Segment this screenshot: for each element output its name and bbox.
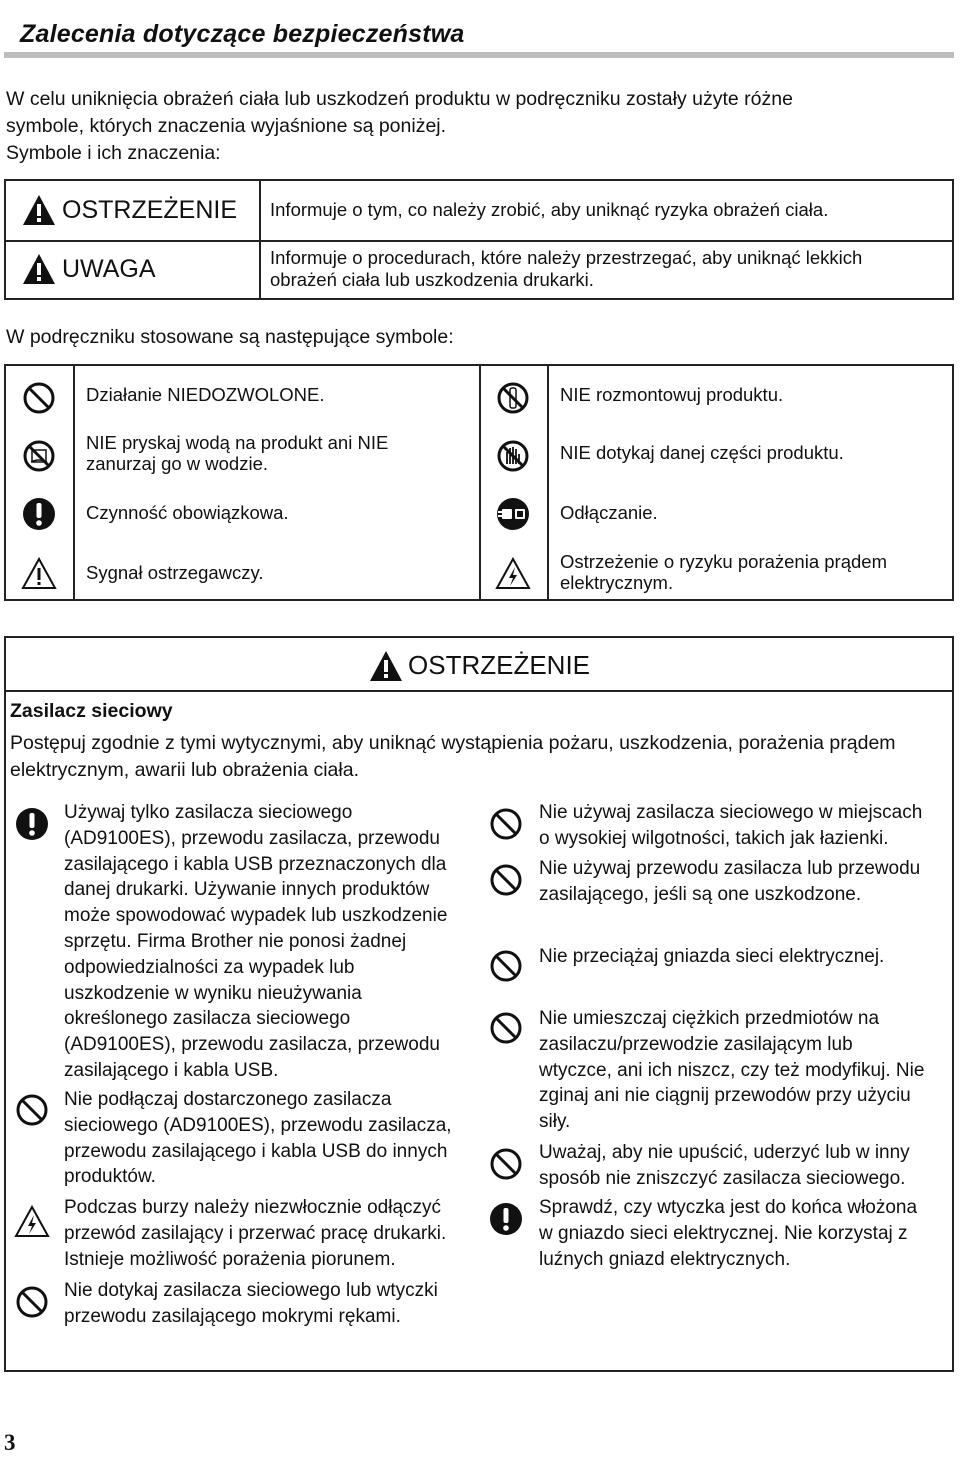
symbols-intro: W podręczniku stosowane są następujące symbole: xyxy=(6,326,454,348)
signal-description: Informuje o tym, co należy zrobić, aby uniknąć ryzyka obrażeń ciała. xyxy=(270,199,829,220)
symbol-label: NIE dotykaj danej części produktu. xyxy=(560,442,844,463)
divider xyxy=(547,366,549,599)
prohibited-icon xyxy=(488,862,524,898)
warning-intro xyxy=(10,730,940,784)
intro-paragraph xyxy=(6,86,936,167)
prohibited-icon xyxy=(14,1284,50,1320)
warning-triangle-filled-icon xyxy=(22,194,56,226)
warning-item: Sprawdź, czy wtyczka jest do końca włożona w gniazdo sieci elektrycznej. Nie korzystaj z luźnych gniazd elektrycznych. xyxy=(539,1197,918,1270)
warning-item: Nie podłączaj dostarczonego zasilacza sieciowego (AD9100ES), przewodu zasilacza, przewodu zasilającego i kabla USB do innych produktów. xyxy=(64,1089,452,1188)
symbols-table xyxy=(4,364,954,601)
mandatory-icon xyxy=(21,496,57,532)
signal-description xyxy=(270,247,862,291)
signal-row-warning xyxy=(6,181,952,242)
warning-item: Używaj tylko zasilacza sieciowego (AD9100ES), przewodu zasilacza, przewodu zasilającego i kabla USB przeznaczonych dla danej drukarki. Używanie innych produktów może spowodować wypadek lub uszkodzenie sprzętu. Firma Brother nie ponosi żadnej odpowiedzialności za wypadek lub uszkodzenie w wyniku nieużywania określonego zasilacza sieciowego (AD9100ES), przewodu zasilacza, przewodu zasilającego i kabla USB. xyxy=(64,802,448,1081)
divider xyxy=(479,366,481,599)
prohibited-icon xyxy=(488,1146,524,1182)
symbol-label: Odłączanie. xyxy=(560,502,658,523)
warning-box xyxy=(4,636,954,1372)
intro-line: symbole, których znaczenia wyjaśnione są poniżej. xyxy=(6,115,447,137)
electric-shock-icon xyxy=(495,556,531,592)
warning-item: Nie dotykaj zasilacza sieciowego lub wtyczki przewodu zasilającego mokrymi rękami. xyxy=(64,1280,438,1327)
page-title: Zalecenia dotyczące bezpieczeństwa xyxy=(20,20,465,48)
signal-row-caution xyxy=(6,240,952,298)
symbol-label-line: zanurzaj go w wodzie. xyxy=(86,453,269,474)
warning-triangle-icon xyxy=(21,556,57,592)
prohibited-icon xyxy=(488,1010,524,1046)
signal-description-line: obrażeń ciała lub uszkodzenia drukarki. xyxy=(270,269,594,290)
unplug-icon xyxy=(495,496,531,532)
intro-line: W celu uniknięcia obrażeń ciała lub uszkodzeń produktu w podręczniku zostały użyte różne xyxy=(6,88,793,110)
symbol-label: Działanie NIEDOZWOLONE. xyxy=(86,384,325,405)
warning-triangle-filled-icon xyxy=(22,253,56,285)
signal-description-line: Informuje o procedurach, które należy przestrzegać, aby uniknąć lekkich xyxy=(270,247,863,268)
signal-word: OSTRZEŻENIE xyxy=(62,196,238,224)
prohibited-icon xyxy=(21,380,57,416)
divider xyxy=(73,366,75,599)
symbol-label xyxy=(86,432,388,474)
signal-word: UWAGA xyxy=(62,255,156,283)
no-disassembly-icon xyxy=(495,380,531,416)
no-water-icon xyxy=(21,438,57,474)
symbol-label-line: Ostrzeżenie o ryzyku porażenia prądem xyxy=(560,551,887,572)
mandatory-icon xyxy=(14,806,50,842)
page-number: 3 xyxy=(4,1430,16,1455)
signal-word-table xyxy=(4,179,954,300)
warning-intro-line: Postępuj zgodnie z tymi wytycznymi, aby uniknąć wystąpienia pożaru, uszkodzenia, porażenia prądem xyxy=(10,732,896,754)
electric-shock-icon xyxy=(14,1204,50,1240)
symbol-label: Czynność obowiązkowa. xyxy=(86,502,289,523)
symbol-label-line: elektrycznym. xyxy=(560,572,674,593)
warning-item: Nie używaj zasilacza sieciowego w miejscach o wysokiej wilgotności, takich jak łazienki. xyxy=(539,802,923,849)
warning-item: Nie używaj przewodu zasilacza lub przewodu zasilającego, jeśli są one uszkodzone. xyxy=(539,858,921,905)
symbol-label: Sygnał ostrzegawczy. xyxy=(86,562,264,583)
symbol-label: NIE rozmontowuj produktu. xyxy=(560,384,784,405)
prohibited-icon xyxy=(14,1092,50,1128)
symbol-label-line: NIE pryskaj wodą na produkt ani NIE xyxy=(86,432,389,453)
page-header xyxy=(4,14,954,58)
mandatory-icon xyxy=(488,1201,524,1237)
section-subtitle: Zasilacz sieciowy xyxy=(10,700,173,722)
warning-item: Nie umieszczaj ciężkich przedmiotów na zasilaczu/przewodzie zasilającym lub wtyczce, ani ich niszcz, czy też modyfikuj. Nie zginaj ani nie ciągnij przewodów przy użyciu siły. xyxy=(539,1008,925,1133)
warning-item: Nie przeciążaj gniazda sieci elektrycznej. xyxy=(539,946,885,967)
warning-title: OSTRZEŻENIE xyxy=(408,650,591,680)
intro-line: Symbole i ich znaczenia: xyxy=(6,142,221,164)
prohibited-icon xyxy=(488,806,524,842)
prohibited-icon xyxy=(488,948,524,984)
warning-triangle-filled-icon xyxy=(368,650,404,682)
warning-header xyxy=(6,638,952,692)
symbol-label xyxy=(560,551,887,593)
warning-item: Podczas burzy należy niezwłocznie odłączyć przewód zasilający i przerwać pracę drukarki. Istnieje możliwość porażenia piorunem. xyxy=(64,1197,447,1270)
warning-intro-line: elektrycznym, awarii lub obrażenia ciała. xyxy=(10,759,359,781)
warning-item: Uważaj, aby nie upuścić, uderzyć lub w inny sposób nie zniszczyć zasilacza sieciowego. xyxy=(539,1142,910,1189)
no-touch-icon xyxy=(495,438,531,474)
